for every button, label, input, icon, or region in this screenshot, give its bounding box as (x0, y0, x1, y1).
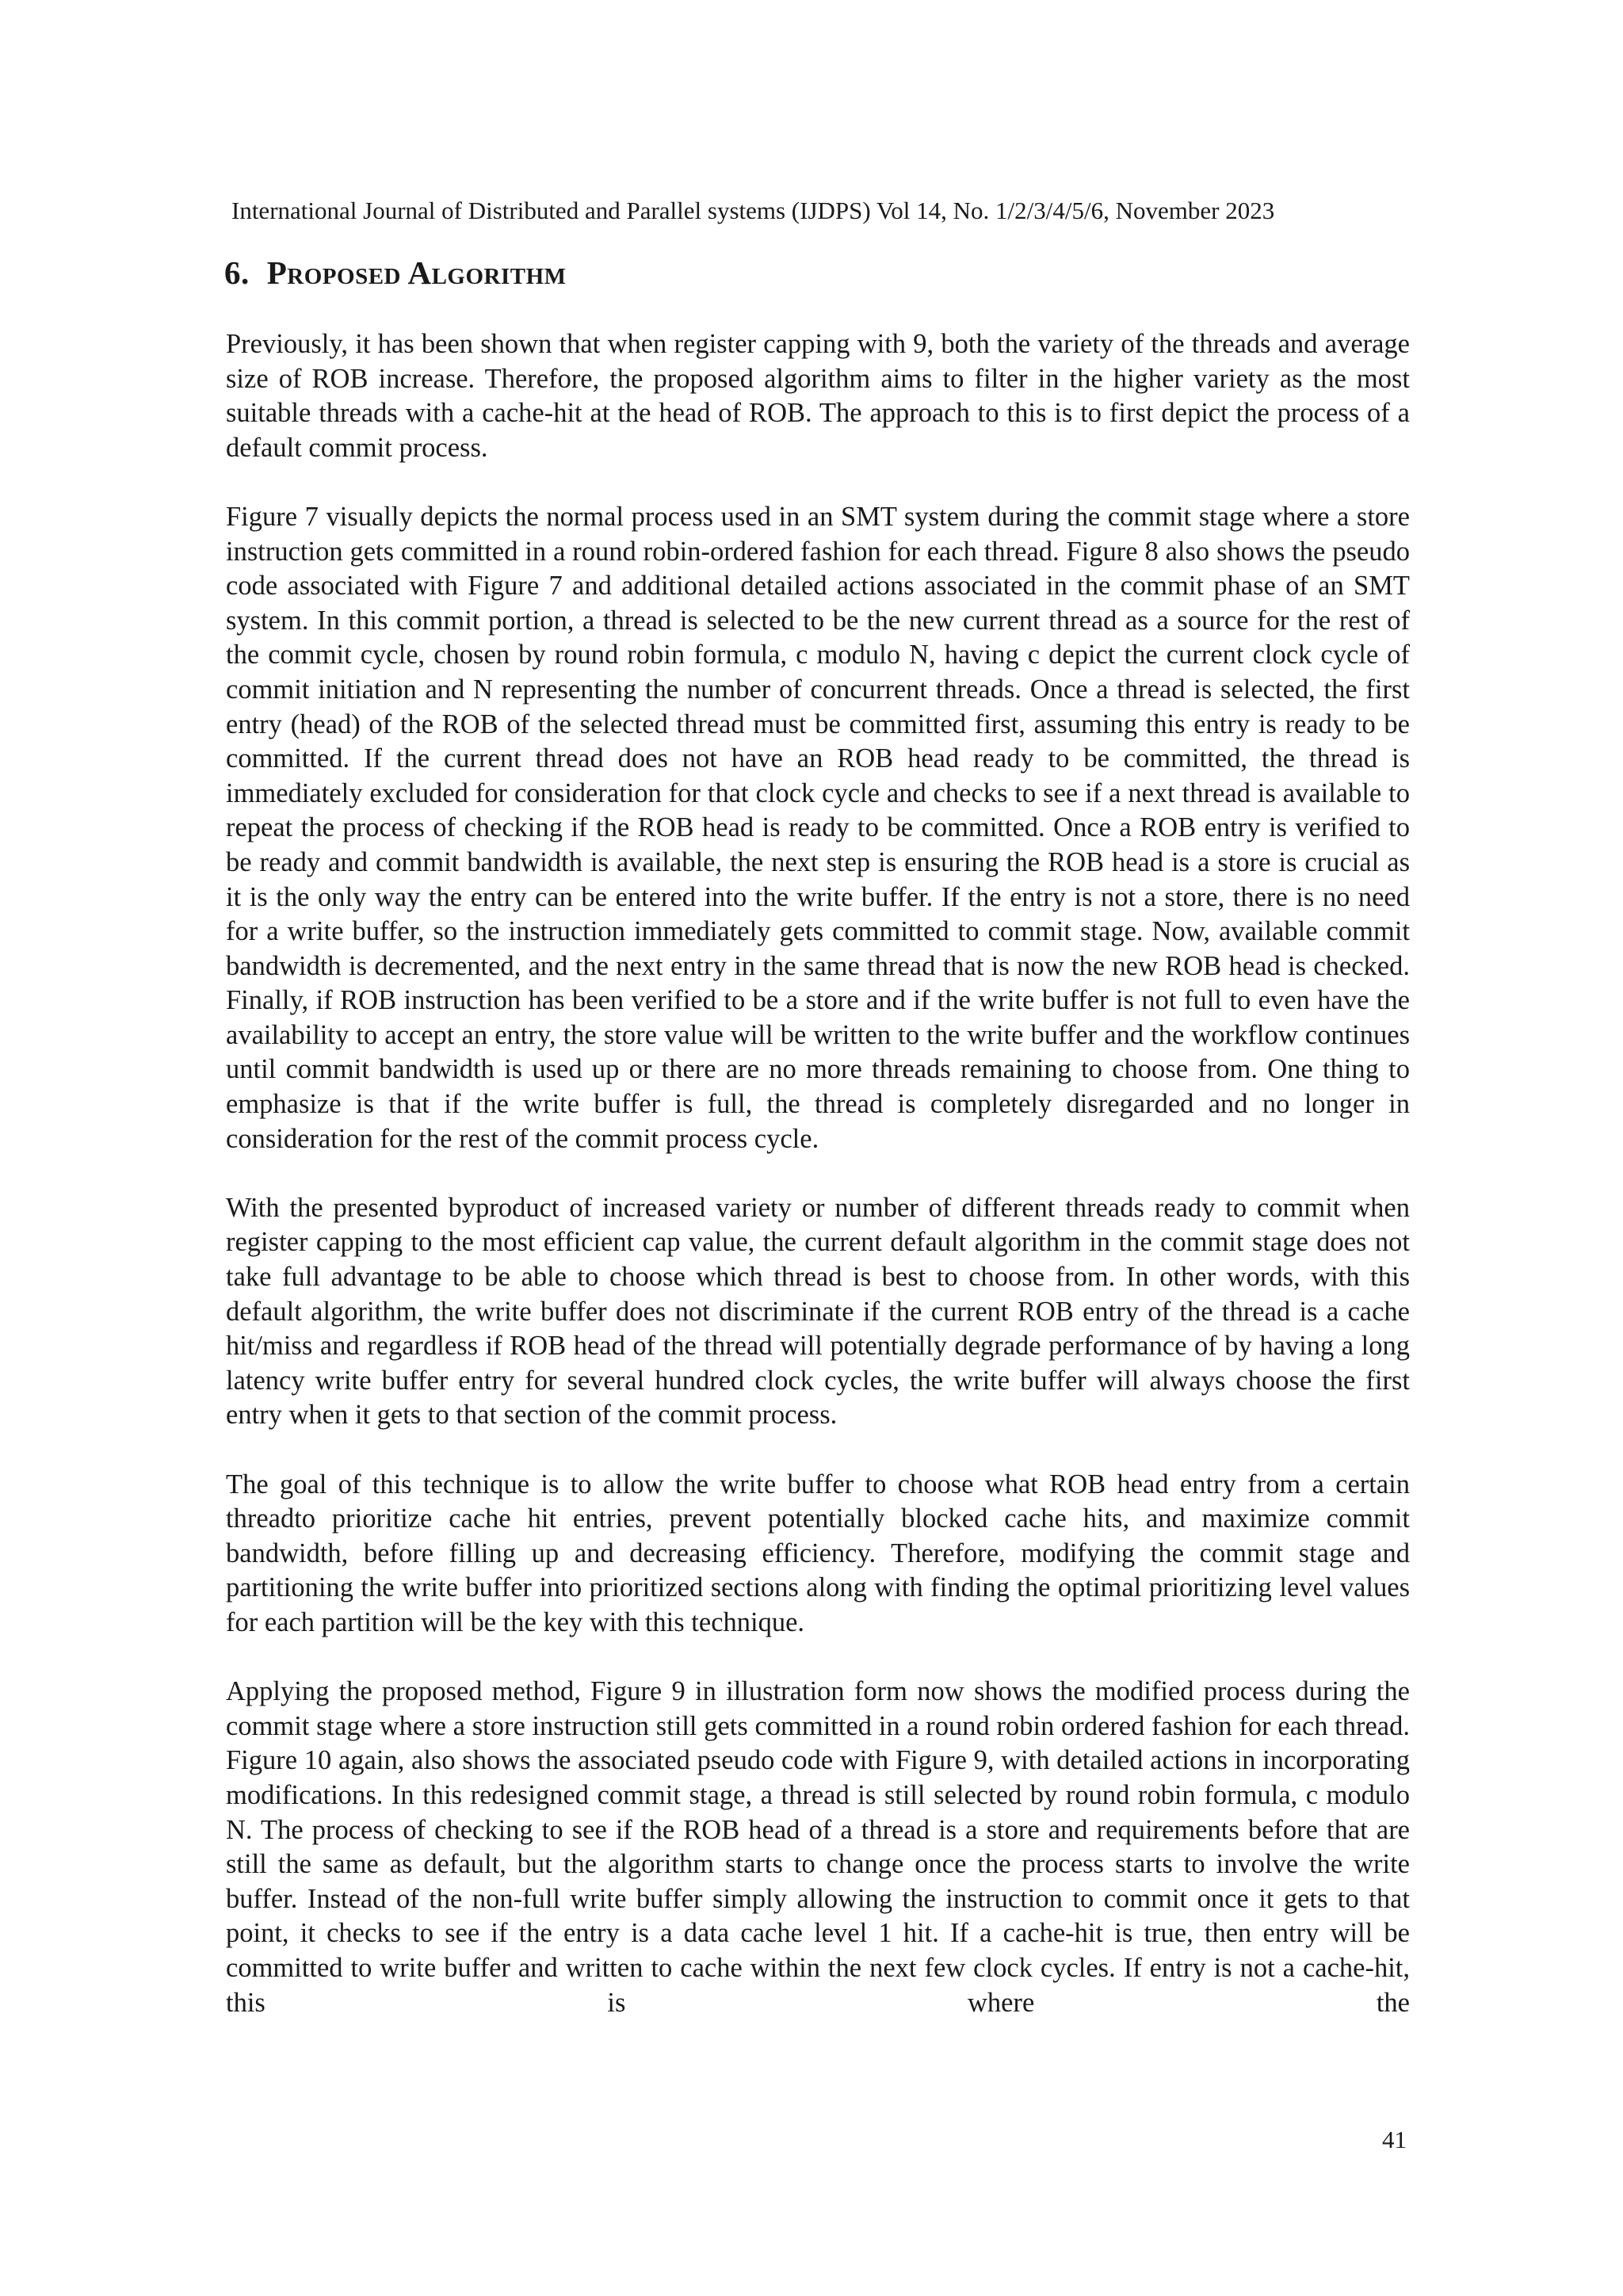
section-heading (224, 252, 567, 293)
paragraph-1: Previously, it has been shown that when register capping with 9, both the variety of the threads and average size of ROB increase. Therefore, the proposed algorithm aims to filter in the higher variety as the most suitable threads with a cache-hit at the head of ROB. The approach to this is to first depict the process of a default commit process. (226, 329, 1410, 463)
section-number: 6. (224, 254, 250, 291)
page-number: 41 (1382, 2126, 1407, 2153)
section-title: Proposed Algorithm (266, 254, 567, 291)
paragraph-5: Applying the proposed method, Figure 9 in illustration form now shows the modified process during the commit stage where a store instruction still gets committed in a round robin ordered fashion for each thread. Figure 10 again, also shows the associated pseudo code with Figure 9, with detailed actions in incorporating modifications. In this redesigned commit stage, a thread is still selected by round robin formula, c modulo N. The process of checking to see if the ROB head of a thread is a store and requirements before that are still the same as default, but the algorithm starts to change once the process starts to involve the write buffer. Instead of the non-full write buffer simply allowing the instruction to commit once it gets to that point, it checks to see if the entry is a data cache level 1 hit. If a cache-hit is true, then entry will be committed to write buffer and written to cache within the next few clock cycles. If entry is not a cache-hit, this is where the (226, 1676, 1410, 2018)
running-header: International Journal of Distributed and Parallel systems (IJDPS) Vol 14, No. 1/2/3/4/5/6, November 2023 (231, 197, 1275, 224)
paragraph-3: With the presented byproduct of increased variety or number of different threads ready to commit when register capping to the most efficient cap value, the current default algorithm in the commit stage does not take full advantage to be able to choose which thread is best to choose from. In other words, with this default algorithm, the write buffer does not discriminate if the current ROB entry of the thread is a cache hit/miss and regardless if ROB head of the thread will potentially degrade performance of by having a long latency write buffer entry for several hundred clock cycles, the write buffer will always choose the first entry when it gets to that section of the commit process. (226, 1192, 1410, 1431)
paragraph-4: The goal of this technique is to allow the write buffer to choose what ROB head entry from a certain threadto prioritize cache hit entries, prevent potentially blocked cache hits, and maximize commit bandwidth, before filling up and decreasing efficiency. Therefore, modifying the commit stage and partitioning the write buffer into prioritized sections along with finding the optimal prioritizing level values for each partition will be the key with this technique. (226, 1469, 1410, 1637)
paragraph-2: Figure 7 visually depicts the normal process used in an SMT system during the commit stage where a store instruction gets committed in a round robin-ordered fashion for each thread. Figure 8 also shows the pseudo code associated with Figure 7 and additional detailed actions associated in the commit phase of an SMT system. In this commit portion, a thread is selected to be the new current thread as a source for the rest of the commit cycle, chosen by round robin formula, c modulo N, having c depict the current clock cycle of commit initiation and N representing the number of concurrent threads. Once a thread is selected, the first entry (head) of the ROB of the selected thread must be committed first, assuming this entry is ready to be committed. If the current thread does not have an ROB head ready to be committed, the thread is immediately excluded for consideration for that clock cycle and checks to see if a next thread is available to repeat the process of checking if the ROB head is ready to be committed. Once a ROB entry is verified to be ready and commit bandwidth is available, the next step is ensuring the ROB head is a store is crucial as it is the only way the entry can be entered into the write buffer. If the entry is not a store, there is no need for a write buffer, so the instruction immediately gets committed to commit stage. Now, available commit bandwidth is decremented, and the next entry in the same thread that is now the new ROB head is checked. Finally, if ROB instruction has been verified to be a store and if the write buffer is not full to even have the availability to accept an entry, the store value will be written to the write buffer and the workflow continues until commit bandwidth is used up or there are no more threads remaining to choose from. One thing to emphasize is that if the write buffer is full, the thread is completely disregarded and no longer in consideration for the rest of the commit process cycle. (226, 501, 1410, 1154)
body-text (226, 327, 1410, 2020)
